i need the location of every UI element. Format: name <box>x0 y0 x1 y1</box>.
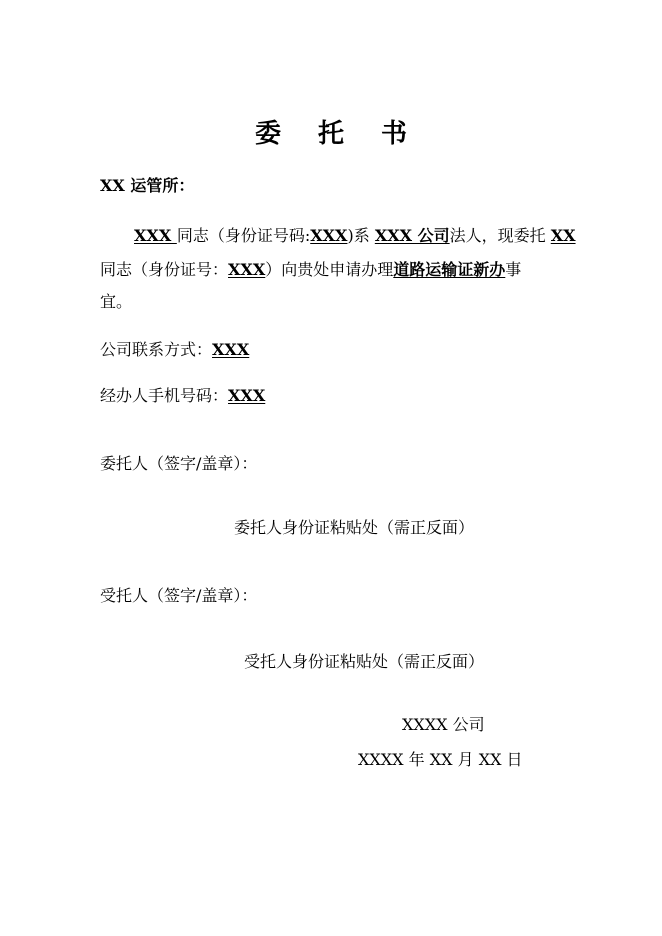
text-fragment: 事 <box>505 260 522 279</box>
company-signature: XXXX 公司 <box>402 715 485 734</box>
text-fragment: 法人，现委托 <box>449 226 551 245</box>
principal-signature-line: 委托人（签字/盖章）： <box>100 454 258 473</box>
handler-phone-line <box>100 386 265 406</box>
principal-id-paste-area: 委托人身份证粘贴处（需正反面） <box>234 518 475 537</box>
text-fragment: 同志（身份证号： <box>100 260 229 279</box>
document-date: XXXX 年 XX 月 XX 日 <box>358 750 523 769</box>
principal-name: XXX <box>134 226 177 245</box>
text-fragment: )系 <box>347 226 375 245</box>
text-fragment: ）向贵处申请办理 <box>265 260 394 279</box>
handler-phone-label: 经办人手机号码： <box>100 386 229 405</box>
handler-phone-value: XXX <box>228 386 266 405</box>
application-item: 道路运输证新办 <box>393 260 506 279</box>
agent-signature-line: 受托人（签字/盖章）： <box>100 586 258 605</box>
paragraph-line-2 <box>100 260 521 280</box>
company-contact-label: 公司联系方式： <box>100 340 213 359</box>
document-title: 委 托 书 <box>254 119 422 149</box>
principal-id-number: XXX <box>310 226 348 245</box>
addressee: XX 运管所： <box>100 176 195 195</box>
text-fragment: 同志（身份证号码: <box>176 226 311 245</box>
agent-id-number: XXX <box>228 260 266 279</box>
agent-id-paste-area: 受托人身份证粘贴处（需正反面） <box>244 652 485 671</box>
agent-name: XX <box>550 226 576 245</box>
company-name: XXX 公司 <box>374 226 450 245</box>
paragraph-line-1 <box>134 226 576 246</box>
company-contact-value: XXX <box>212 340 250 359</box>
paragraph-line-3: 宜。 <box>100 292 133 311</box>
company-contact-line <box>100 340 249 360</box>
